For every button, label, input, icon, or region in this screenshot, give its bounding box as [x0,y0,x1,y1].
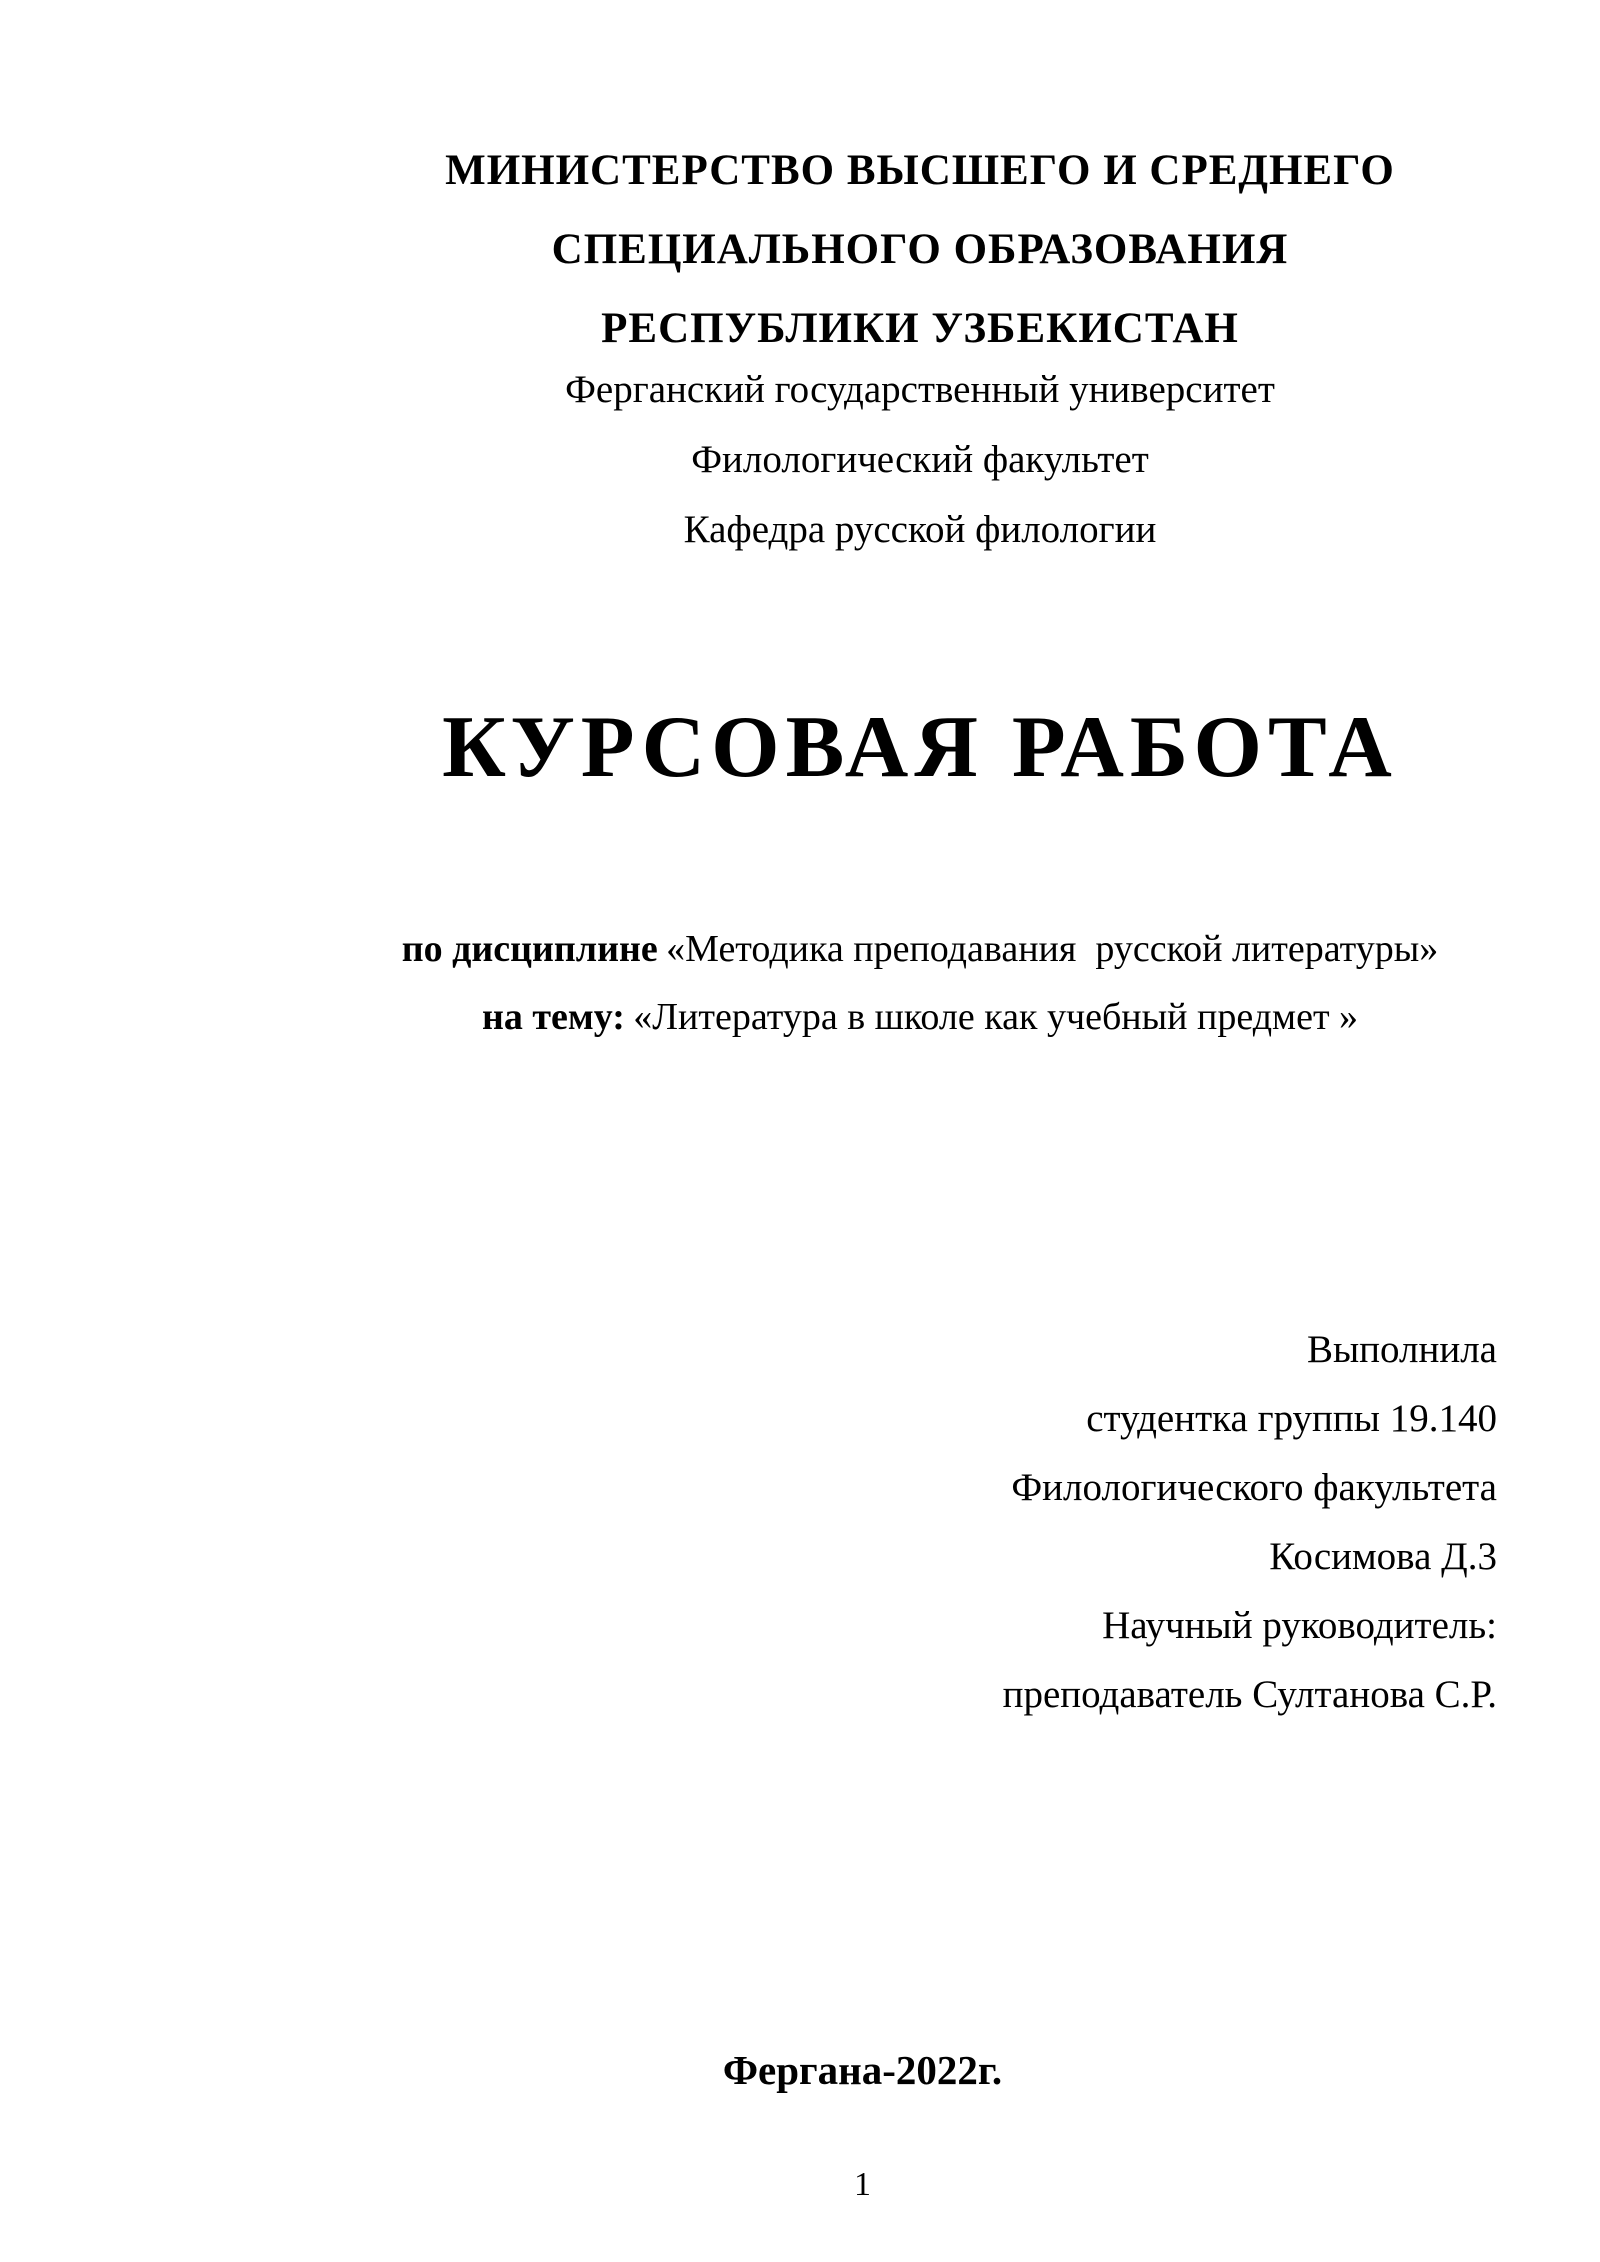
faculty-name: Филологический факультет [691,438,1149,481]
ministry-line-2: СПЕЦИАЛЬНОГО ОБРАЗОВАНИЯ [551,226,1289,273]
city-year-line: Фергана-2022г. [722,2047,1003,2093]
page-number: 1 [854,2166,871,2203]
ministry-line-3: РЕСПУБЛИКИ УЗБЕКИСТАН [601,305,1239,352]
ministry-header [330,131,1510,368]
theme-value: «Литература в школе как учебный предмет » [633,996,1359,1038]
performed-by-label: Выполнила [1306,1328,1497,1371]
supervisor-label: Научный руководитель: [1102,1604,1497,1647]
university-name: Ферганский государственный университет [565,368,1275,411]
discipline-label: по дисциплине [401,928,658,970]
topic-block [330,915,1510,1051]
department-name: Кафедра русской филологии [683,508,1157,551]
theme-label: на тему: [481,996,625,1038]
document-title: КУРСОВАЯ РАБОТА [442,699,1398,796]
author-block [0,1315,1497,1729]
discipline-value: «Методика преподавания русской литературы» [666,928,1439,970]
student-group-line: студентка группы 19.140 [1086,1397,1497,1440]
ministry-line-1: МИНИСТЕРСТВО ВЫСШЕГО И СРЕДНЕГО [445,147,1395,194]
supervisor-name: преподаватель Султанова С.Р. [1002,1673,1497,1716]
author-name: Косимова Д.3 [1269,1535,1497,1578]
institution-block [330,355,1510,565]
author-faculty-line: Филологического факультета [1011,1466,1497,1509]
theme-line [330,983,1510,1051]
discipline-line [330,915,1510,983]
